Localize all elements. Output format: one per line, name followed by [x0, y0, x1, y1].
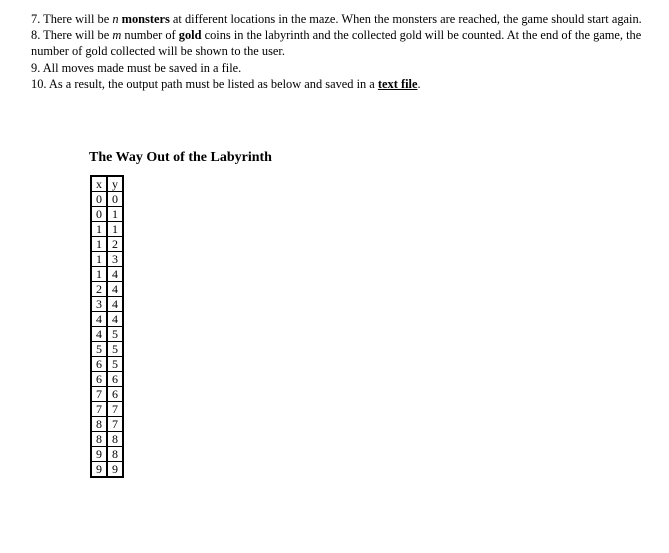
table-row	[91, 327, 123, 342]
cell-y: 4	[107, 267, 123, 282]
cell-y: 3	[107, 252, 123, 267]
table-title: The Way Out of the Labyrinth	[89, 150, 272, 165]
requirement-item	[31, 60, 651, 76]
cell-x: 0	[91, 192, 107, 207]
item-text: m	[112, 28, 122, 43]
cell-y: 8	[107, 432, 123, 447]
cell-y: 5	[107, 342, 123, 357]
cell-x: 7	[91, 402, 107, 417]
requirement-item	[31, 11, 651, 27]
item-number: 9.	[31, 60, 41, 75]
table-row	[91, 357, 123, 372]
cell-x: 9	[91, 462, 107, 478]
item-number: 7.	[31, 12, 41, 26]
item-text: There will be	[43, 12, 113, 26]
cell-x: 8	[91, 417, 107, 432]
table-row	[91, 192, 123, 207]
cell-y: 2	[107, 237, 123, 252]
table-row	[91, 252, 123, 267]
cell-x: 1	[91, 237, 107, 252]
cell-y: 4	[107, 282, 123, 297]
table-row	[91, 462, 123, 478]
table-row	[91, 222, 123, 237]
cell-x: 9	[91, 447, 107, 462]
cell-y: 6	[107, 372, 123, 387]
item-text: at different locations in the maze. When the monsters are reached, the game should start again.	[169, 12, 642, 26]
table-row	[91, 297, 123, 312]
cell-x: 0	[91, 207, 107, 222]
item-number: 8.	[31, 28, 41, 43]
cell-x: 7	[91, 387, 107, 402]
item-text: text file	[377, 76, 418, 91]
cell-y: 1	[107, 207, 123, 222]
cell-x: 3	[91, 297, 107, 312]
cell-y: 4	[107, 297, 123, 312]
item-text: n	[112, 12, 119, 26]
table-row	[91, 342, 123, 357]
cell-x: 4	[91, 312, 107, 327]
column-header-x: x	[91, 176, 107, 192]
table-row	[91, 267, 123, 282]
cell-x: 5	[91, 342, 107, 357]
table-row	[91, 207, 123, 222]
table-header-row	[91, 176, 123, 192]
cell-x: 1	[91, 222, 107, 237]
cell-y: 1	[107, 222, 123, 237]
cell-x: 1	[91, 267, 107, 282]
table-row	[91, 372, 123, 387]
item-text: All moves made must be saved in a file.	[42, 60, 242, 75]
cell-x: 8	[91, 432, 107, 447]
cell-y: 7	[107, 417, 123, 432]
cell-y: 5	[107, 357, 123, 372]
table-row	[91, 417, 123, 432]
table-row	[91, 447, 123, 462]
cell-x: 6	[91, 357, 107, 372]
requirements-list	[31, 11, 651, 92]
cell-x: 1	[91, 252, 107, 267]
item-text: .	[417, 76, 421, 91]
requirement-item	[31, 27, 651, 59]
item-text: gold	[178, 28, 202, 43]
table-row	[91, 387, 123, 402]
item-text: coins in the labyrinth and the collected gold will be counted. At the end of the game, the number of gold collected will be shown to the user.	[31, 28, 642, 59]
cell-y: 5	[107, 327, 123, 342]
path-rows	[91, 192, 123, 478]
cell-y: 9	[107, 462, 123, 478]
item-text: As a result, the output path must be listed as below and saved in a	[48, 76, 378, 91]
cell-x: 6	[91, 372, 107, 387]
item-text: monsters	[121, 12, 170, 26]
item-number: 10.	[31, 76, 47, 91]
cell-y: 7	[107, 402, 123, 417]
requirement-item	[31, 76, 651, 92]
path-table	[90, 175, 124, 478]
table-row	[91, 402, 123, 417]
cell-y: 8	[107, 447, 123, 462]
cell-y: 0	[107, 192, 123, 207]
cell-x: 2	[91, 282, 107, 297]
table-row	[91, 237, 123, 252]
item-text: There will be	[43, 28, 113, 43]
table-row	[91, 282, 123, 297]
cell-x: 4	[91, 327, 107, 342]
table-row	[91, 312, 123, 327]
cell-y: 4	[107, 312, 123, 327]
item-text: number of	[121, 28, 179, 43]
column-header-y: y	[107, 176, 123, 192]
table-row	[91, 432, 123, 447]
document-body	[31, 11, 651, 92]
cell-y: 6	[107, 387, 123, 402]
